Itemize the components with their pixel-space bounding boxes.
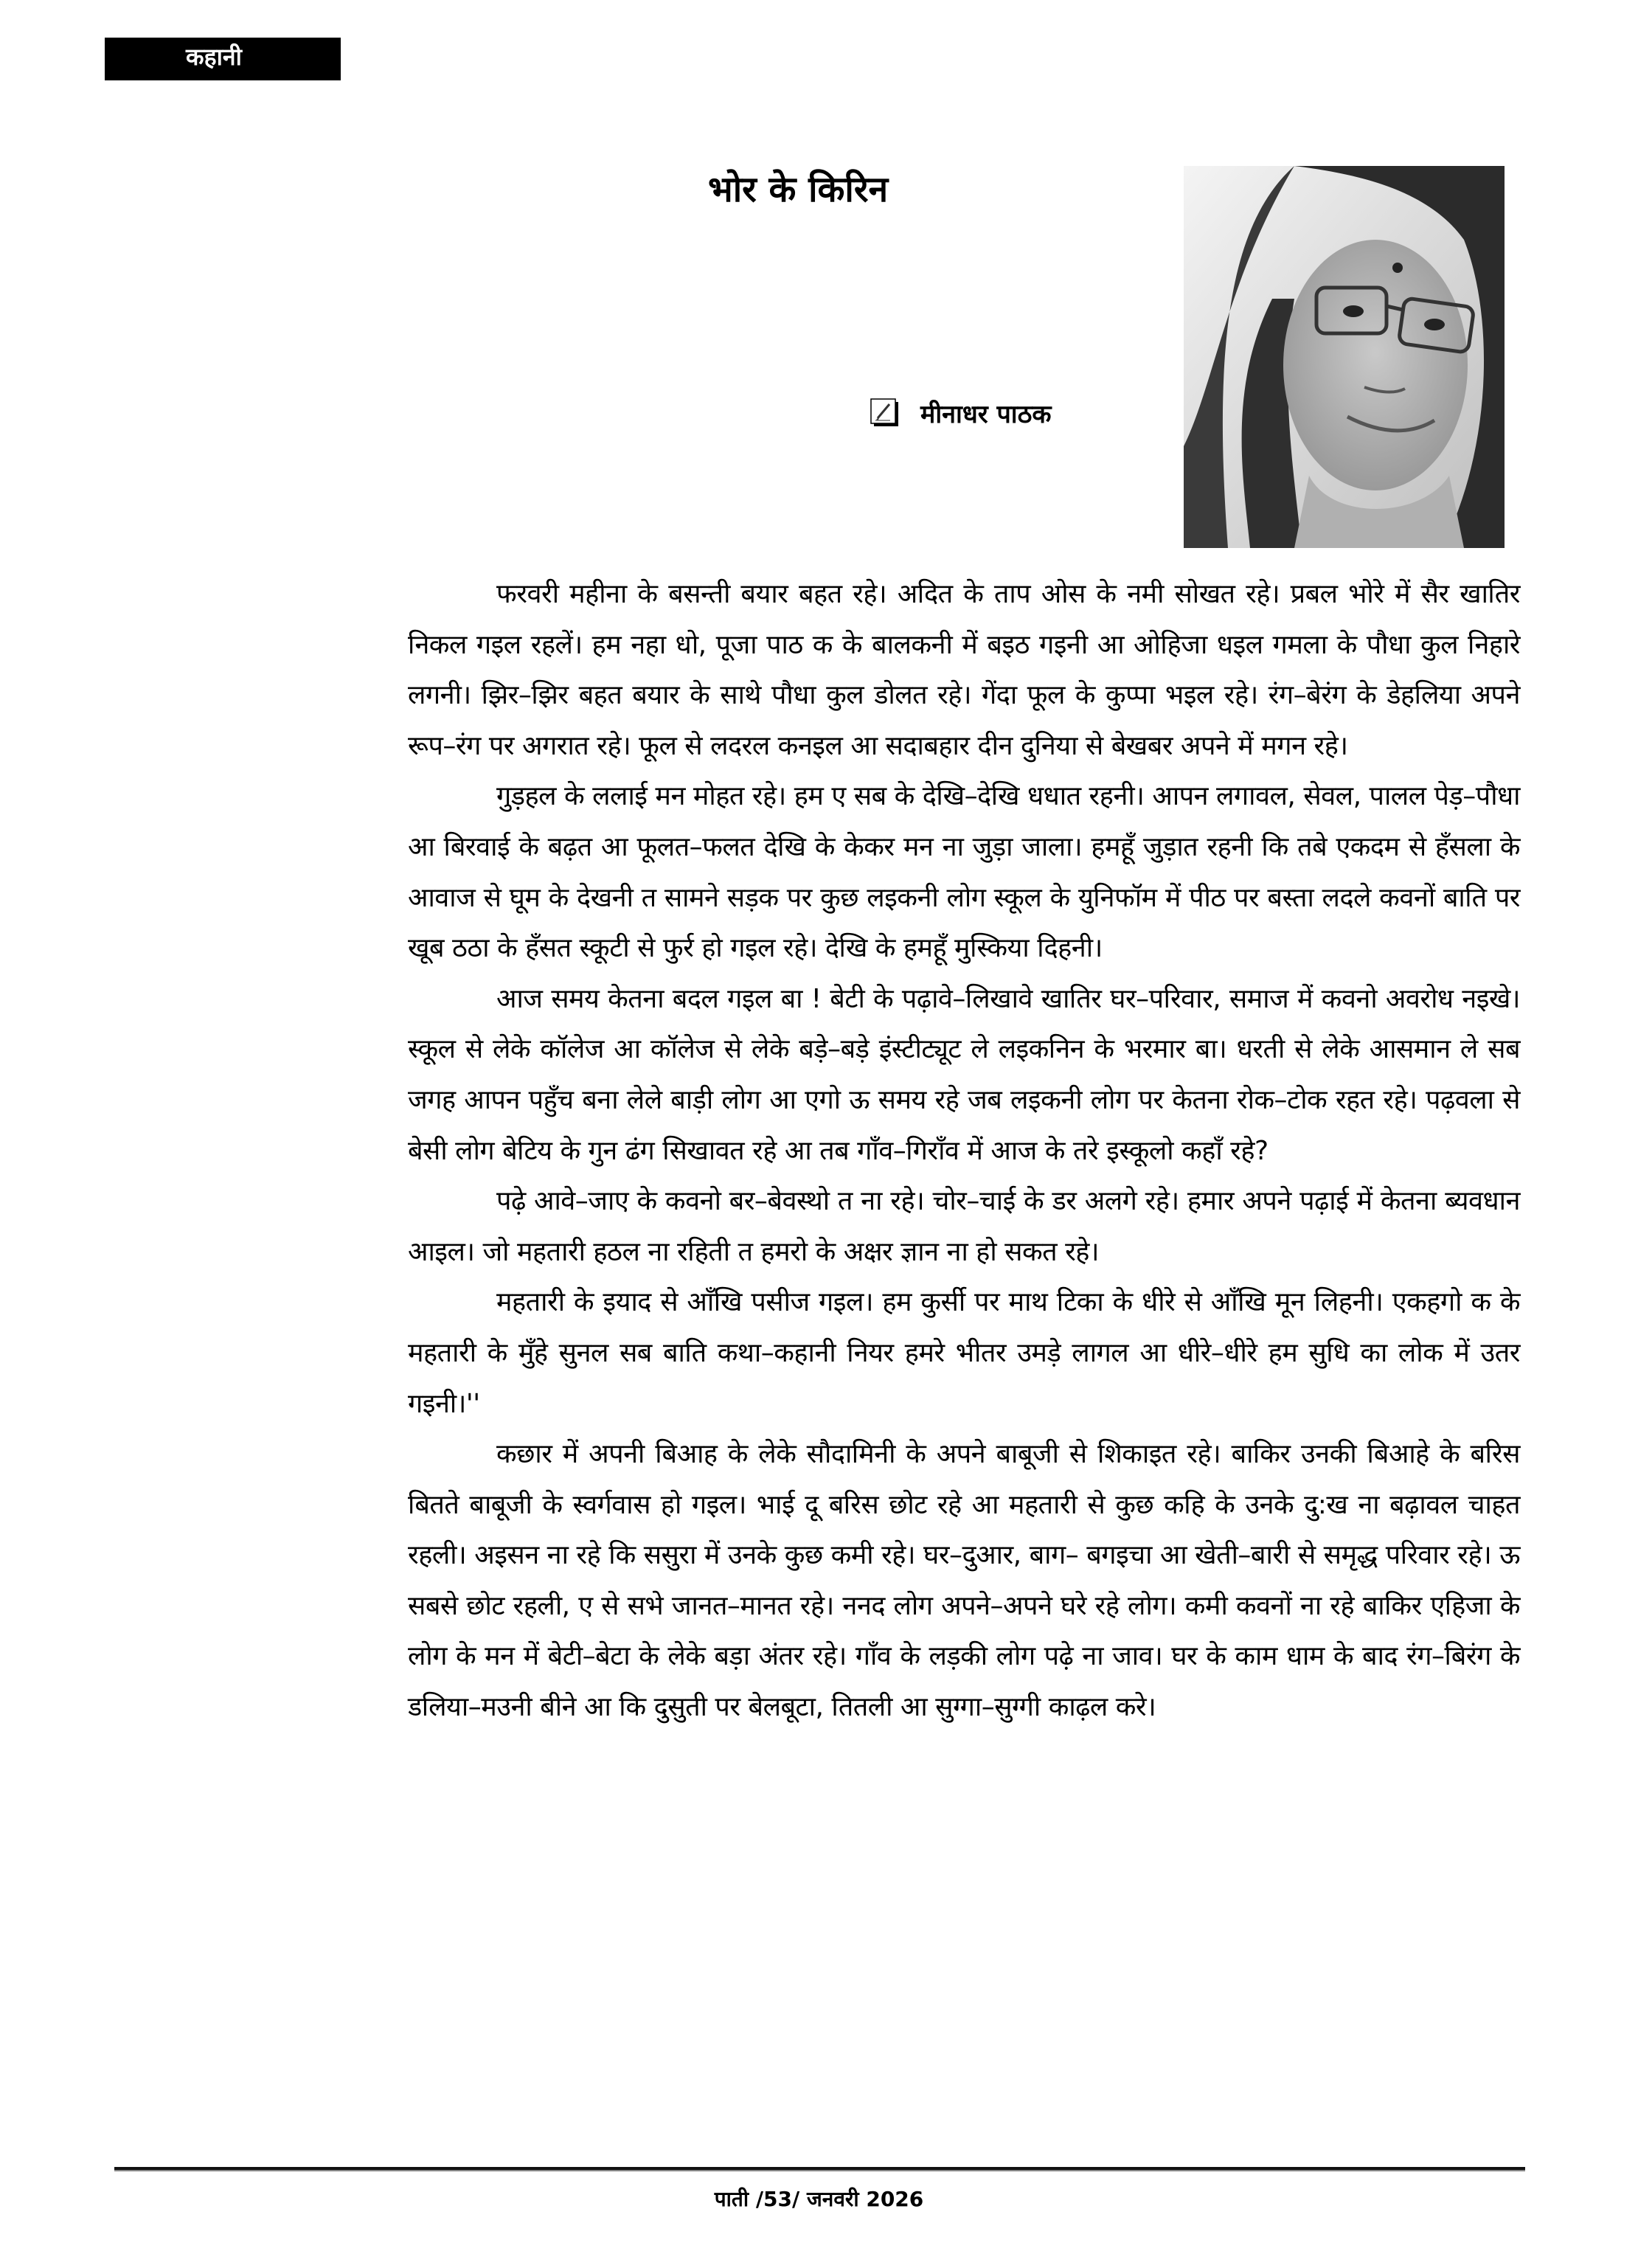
author-name: मीनाधर पाठक — [920, 400, 1052, 429]
body-paragraph: पढ़े आवे–जाए के कवनो बर–बेवस्थो त ना रहे। चोर–चाई के डर अलगे रहे। हमार अपने पढ़ाई में केतना ब्यवधान आइल। जो महतारी हठल ना रहिती त हमरो के अक्षर ज्ञान ना हो सकत रहे। — [408, 1186, 1520, 1267]
footer-divider — [114, 2167, 1525, 2171]
body-paragraph: महतारी के इयाद से आँखि पसीज गइल। हम कुर्सी पर माथ टिका के धीरे से आँखि मून लिहनी। एकहगो क के महतारी के मुँहे सुनल सब बाति कथा–कहानी नियर हमरे भीतर उमड़े लागल आ धीरे–धीरे हम सुधि का लोक में उतर गइनी।'' — [408, 1287, 1520, 1419]
pen-writing-icon — [870, 398, 900, 428]
story-title: भोर के किरिन — [708, 169, 889, 210]
author-portrait-photo — [1184, 166, 1505, 548]
body-paragraph: आज समय केतना बदल गइल बा ! बेटी के पढ़ावे–लिखावे खातिर घर–परिवार, समाज में कवनो अवरोध नइखे। स्कूल से लेके कॉलेज आ कॉलेज से लेके बड़े–बड़े इंस्टीट्यूट ले लइकनिन के भरमार बा। धरती से लेके आसमान ले सब जगह आपन पहुँच बना लेले बाड़ी लोग आ एगो ऊ समय रहे जब लइकनी लोग पर केतना रोक–टोक रहत रहे। पढ़वला से बेसी लोग बेटिय के गुन ढंग सिखावत रहे आ तब गाँव–गिराँव में आज के तरे इस्कूलो कहाँ रहे? — [408, 983, 1520, 1166]
article-body — [408, 569, 1520, 1733]
section-label-banner — [105, 38, 341, 80]
body-paragraph: फरवरी महीना के बसन्ती बयार बहत रहे। अदित के ताप ओस के नमी सोखत रहे। प्रबल भोरे में सैर खातिर निकल गइल रहलें। हम नहा धो, पूजा पाठ क के बालकनी में बइठ गइनी आ ओहिजा धइल गमला के पौधा कुल निहारे लगनी। झिर–झिर बहत बयार के साथे पौधा कुल डोलत रहे। गेंदा फूल के कुप्पा भइल रहे। रंग–बेरंग के डेहलिया अपने रूप–रंग पर अगरात रहे। फूल से लदरल कनइल आ सदाबहार दीन दुनिया से बेखबर अपने में मगन रहे। — [408, 579, 1520, 761]
page-footer: पाती /53/ जनवरी 2026 — [714, 2187, 924, 2211]
body-paragraph: गुड़हल के ललाई मन मोहत रहे। हम ए सब के देखि–देखि धधात रहनी। आपन लगावल, सेवल, पालल पेड़–पौधा आ बिरवाई के बढ़त आ फूलत–फलत देखि के केकर मन ना जुड़ा जाला। हमहूँ जुड़ात रहनी कि तबे एकदम से हँसला के आवाज से घूम के देखनी त सामने सड़क पर कुछ लइकनी लोग स्कूल के युनिफॉम में पीठ पर बस्ता लदले कवनों बाति पर खूब ठठा के हँसत स्कूटी से फुर्र हो गइल रहे। देखि के हमहूँ मुस्किया दिहनी। — [408, 781, 1520, 964]
body-paragraph: कछार में अपनी बिआह के लेके सौदामिनी के अपने बाबूजी से शिकाइत रहे। बाकिर उनकी बिआहे के बरिस बितते बाबूजी के स्वर्गवास हो गइल। भाई दू बरिस छोट रहे आ महतारी से कुछ कहि के उनके दु:ख ना बढ़ावल चाहत रहली। अइसन ना रहे कि ससुरा में उनके कुछ कमी रहे। घर–दुआर, बाग– बगइचा आ खेती–बारी से समृद्ध परिवार रहे। ऊ सबसे छोट रहली, ए से सभे जानत–मानत रहे। ननद लोग अपने–अपने घरे रहे लोग। कमी कवनों ना रहे बाकिर एहिजा के लोग के मन में बेटी–बेटा के लेके बड़ा अंतर रहे। गाँव के लड़की लोग पढ़े ना जाव। घर के काम धाम के बाद रंग–बिरंग के डलिया–मउनी बीने आ कि दुसुती पर बेलबूटा, तितली आ सुग्गा–सुग्गी काढ़ल करे। — [408, 1439, 1520, 1723]
author-byline — [870, 396, 1051, 430]
section-label: कहानी — [186, 43, 242, 71]
